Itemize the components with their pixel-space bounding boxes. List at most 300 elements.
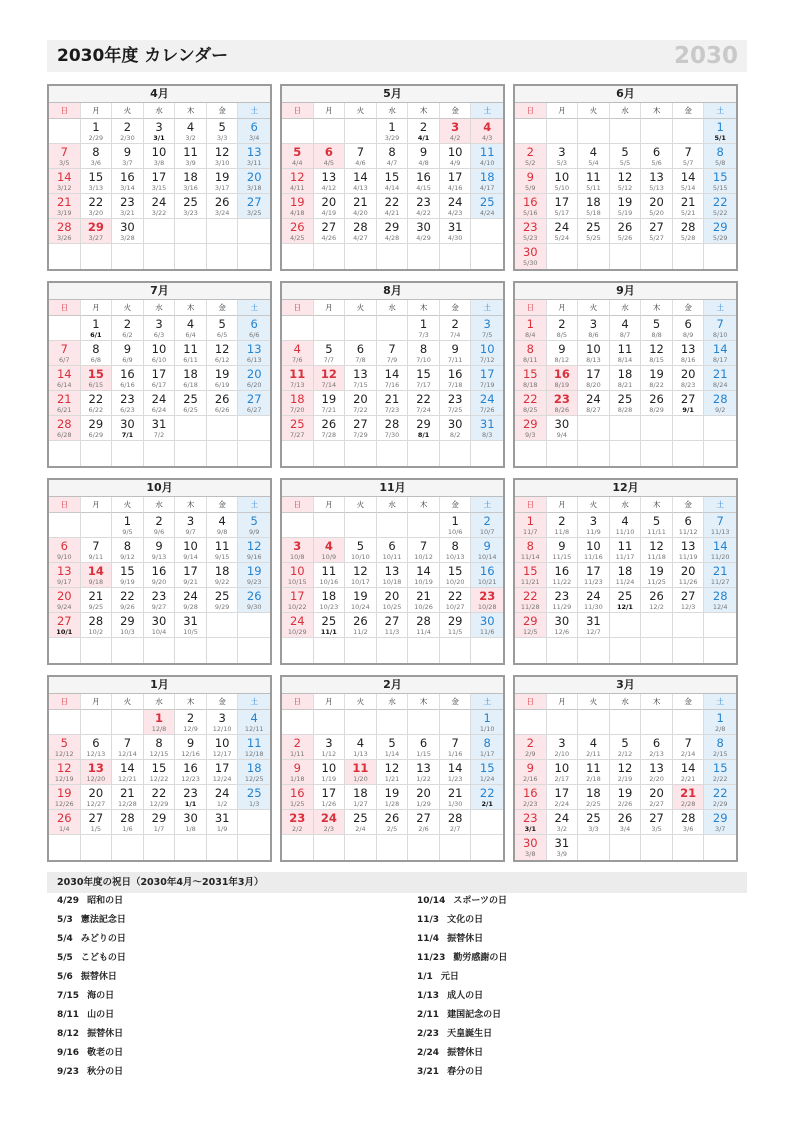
- empty-cell: [345, 638, 377, 663]
- lunar-date: 5/10: [554, 183, 570, 192]
- day-number: 17: [554, 194, 570, 209]
- holiday-name: みどりの日: [80, 934, 126, 944]
- lunar-date: 7/21: [321, 405, 337, 414]
- lunar-date: 6/8: [90, 355, 102, 364]
- day-number: 11: [617, 341, 633, 356]
- day-cell: [345, 563, 377, 588]
- empty-cell: [81, 710, 113, 735]
- weekday-label: 土: [471, 103, 503, 119]
- day-number: 4: [483, 119, 492, 134]
- lunar-date: 11/29: [552, 602, 572, 611]
- day-cell: [471, 416, 503, 441]
- day-cell: [238, 194, 270, 219]
- lunar-date: 5/25: [586, 233, 601, 242]
- lunar-date: 3/6: [90, 158, 102, 167]
- day-number: 18: [183, 366, 198, 381]
- calendar-grid: [47, 84, 738, 862]
- empty-cell: [49, 638, 81, 663]
- lunar-date: 4/4: [292, 158, 303, 167]
- empty-cell: [282, 244, 314, 269]
- day-number: 25: [586, 810, 601, 825]
- holiday-date: 11/4: [417, 934, 440, 944]
- day-cell: [610, 391, 642, 416]
- lunar-date: 5/24: [554, 233, 570, 242]
- day-cell: [238, 513, 270, 538]
- lunar-date: 7/7: [323, 355, 335, 364]
- empty-cell: [377, 316, 409, 341]
- day-cell: [440, 169, 472, 194]
- day-number: 27: [353, 416, 368, 431]
- weekday-label: 火: [345, 103, 377, 119]
- day-cell: [314, 613, 346, 638]
- day-number: 22: [384, 194, 400, 209]
- weekday-label: 木: [408, 497, 440, 513]
- weekday-label: 金: [673, 694, 705, 710]
- day-number: 17: [183, 563, 198, 578]
- lunar-date: 8/10: [712, 330, 728, 339]
- weekday-label: 日: [515, 103, 547, 119]
- holiday-item: [57, 968, 377, 987]
- day-cell: [345, 194, 377, 219]
- lunar-date: 3/27: [88, 233, 104, 242]
- lunar-date: 8/28: [617, 405, 633, 414]
- day-cell: [641, 735, 673, 760]
- weekday-label: 金: [207, 497, 239, 513]
- day-cell: [610, 144, 642, 169]
- day-number: 6: [356, 341, 365, 356]
- lunar-date: 10/5: [183, 627, 198, 636]
- lunar-date: 1/9: [216, 824, 228, 833]
- day-number: 28: [416, 613, 431, 628]
- holiday-name: こどもの日: [80, 953, 126, 963]
- empty-cell: [610, 613, 642, 638]
- lunar-date: 5/11: [586, 183, 601, 192]
- lunar-date: 6/27: [246, 405, 262, 414]
- day-number: 13: [321, 169, 337, 184]
- day-number: 29: [384, 219, 400, 234]
- lunar-date: 9/11: [88, 552, 104, 561]
- day-cell: [547, 563, 579, 588]
- weekday-label: 火: [345, 300, 377, 316]
- day-cell: [377, 538, 409, 563]
- lunar-date: 10/20: [445, 577, 465, 586]
- day-number: 27: [649, 810, 664, 825]
- lunar-date: 10/10: [351, 552, 370, 561]
- day-cell: [547, 613, 579, 638]
- day-cell: [515, 244, 547, 269]
- empty-cell: [81, 244, 113, 269]
- day-cell: [112, 760, 144, 785]
- empty-cell: [515, 710, 547, 735]
- day-number: 24: [586, 588, 601, 603]
- holiday-item: [417, 968, 737, 987]
- lunar-date: 11/22: [552, 577, 572, 586]
- lunar-date: 5/13: [649, 183, 664, 192]
- day-cell: [345, 785, 377, 810]
- day-number: 8: [92, 144, 100, 159]
- lunar-date: 3/2: [185, 133, 196, 142]
- day-number: 2: [483, 513, 491, 528]
- day-number: 6: [652, 735, 661, 750]
- day-number: 8: [483, 735, 491, 750]
- day-number: 9: [123, 341, 132, 356]
- lunar-date: 9/16: [246, 552, 262, 561]
- day-cell: [112, 316, 144, 341]
- lunar-date: 2/9: [525, 749, 536, 758]
- day-number: 6: [419, 735, 428, 750]
- day-cell: [641, 810, 673, 835]
- lunar-date: 11/15: [552, 552, 572, 561]
- day-cell: [207, 169, 239, 194]
- weekday-label: 火: [112, 497, 144, 513]
- day-number: 11: [214, 538, 230, 553]
- lunar-date: 12/12: [54, 749, 74, 758]
- holiday-date: 5/6: [57, 972, 73, 982]
- day-number: 29: [416, 416, 431, 431]
- empty-cell: [112, 638, 144, 663]
- lunar-date: 10/29: [287, 627, 307, 636]
- day-cell: [112, 735, 144, 760]
- day-cell: [175, 588, 207, 613]
- lunar-date: 3/9: [185, 158, 196, 167]
- lunar-date: 3/2: [556, 824, 568, 833]
- empty-cell: [282, 513, 314, 538]
- day-number: 23: [522, 810, 538, 825]
- day-number: 4: [293, 341, 301, 356]
- day-cell: [314, 735, 346, 760]
- lunar-date: 7/11: [447, 355, 463, 364]
- holiday-item: [57, 930, 377, 949]
- lunar-date: 4/17: [479, 183, 495, 192]
- day-number: 23: [151, 588, 167, 603]
- day-cell: [547, 316, 579, 341]
- empty-cell: [282, 316, 314, 341]
- empty-cell: [471, 219, 503, 244]
- day-cell: [81, 563, 113, 588]
- day-cell: [207, 563, 239, 588]
- weekday-label: 金: [440, 300, 472, 316]
- holiday-name: 振替休日: [447, 1048, 484, 1058]
- day-cell: [547, 366, 579, 391]
- day-cell: [547, 785, 579, 810]
- lunar-date: 12/21: [118, 774, 137, 783]
- empty-cell: [673, 835, 705, 860]
- day-cell: [81, 416, 113, 441]
- weekday-label: 木: [641, 497, 673, 513]
- empty-cell: [314, 119, 346, 144]
- day-number: 13: [56, 563, 72, 578]
- lunar-date: 4/13: [353, 183, 368, 192]
- holiday-item: [417, 892, 737, 911]
- day-cell: [578, 194, 610, 219]
- empty-cell: [641, 835, 673, 860]
- day-cell: [408, 416, 440, 441]
- holiday-item: [57, 1044, 377, 1063]
- holiday-name: 文化の日: [447, 915, 484, 925]
- day-cell: [578, 563, 610, 588]
- day-cell: [610, 194, 642, 219]
- day-cell: [547, 219, 579, 244]
- day-cell: [175, 513, 207, 538]
- lunar-date: 6/3: [153, 330, 165, 339]
- lunar-date: 8/3: [481, 430, 493, 439]
- weekday-label: 土: [238, 694, 270, 710]
- lunar-date: 10/6: [447, 527, 463, 536]
- day-number: 30: [120, 416, 135, 431]
- day-number: 29: [447, 613, 463, 628]
- lunar-date: 6/11: [183, 355, 198, 364]
- day-cell: [81, 613, 113, 638]
- day-cell: [515, 316, 547, 341]
- day-number: 5: [325, 341, 333, 356]
- day-number: 23: [183, 785, 198, 800]
- lunar-date: 7/1: [121, 430, 134, 439]
- empty-cell: [81, 638, 113, 663]
- lunar-date: 9/29: [214, 602, 230, 611]
- lunar-date: 7/20: [289, 405, 305, 414]
- day-number: 18: [183, 169, 198, 184]
- lunar-date: 8/14: [617, 355, 633, 364]
- day-cell: [238, 735, 270, 760]
- lunar-date: 3/6: [682, 824, 694, 833]
- lunar-date: 3/5: [59, 158, 70, 167]
- lunar-date: 8/24: [712, 380, 728, 389]
- day-number: 4: [589, 144, 598, 159]
- day-number: 20: [680, 563, 696, 578]
- lunar-date: 6/7: [59, 355, 70, 364]
- day-cell: [440, 613, 472, 638]
- day-number: 16: [522, 194, 538, 209]
- empty-cell: [610, 710, 642, 735]
- holiday-name: 勤労感謝の日: [453, 953, 508, 963]
- lunar-date: 3/29: [384, 133, 400, 142]
- day-cell: [49, 169, 81, 194]
- day-cell: [471, 144, 503, 169]
- day-number: 27: [88, 810, 104, 825]
- empty-cell: [207, 244, 239, 269]
- weekday-label: 火: [578, 497, 610, 513]
- day-cell: [641, 588, 673, 613]
- lunar-date: 11/19: [678, 552, 698, 561]
- weekday-label: 金: [207, 103, 239, 119]
- lunar-date: 9/13: [151, 552, 167, 561]
- lunar-date: 5/4: [588, 158, 599, 167]
- lunar-date: 3/4: [619, 824, 631, 833]
- day-cell: [144, 563, 176, 588]
- day-number: 16: [183, 760, 198, 775]
- day-number: 19: [617, 194, 633, 209]
- day-number: 8: [92, 341, 100, 356]
- day-number: 7: [60, 341, 68, 356]
- day-cell: [282, 735, 314, 760]
- month-title: 8月: [282, 283, 503, 300]
- day-number: 21: [447, 785, 463, 800]
- day-number: 29: [120, 613, 135, 628]
- day-cell: [408, 810, 440, 835]
- empty-cell: [314, 244, 346, 269]
- day-number: 30: [120, 219, 135, 234]
- lunar-date: 10/22: [287, 602, 307, 611]
- day-number: 6: [388, 538, 396, 553]
- day-number: 8: [451, 538, 459, 553]
- lunar-date: 7/8: [355, 355, 366, 364]
- lunar-date: 12/3: [680, 602, 696, 611]
- weekday-label: 日: [282, 497, 314, 513]
- lunar-date: 3/24: [214, 208, 230, 217]
- lunar-date: 10/23: [319, 602, 339, 611]
- day-cell: [81, 588, 113, 613]
- lunar-date: 4/19: [321, 208, 337, 217]
- day-cell: [282, 588, 314, 613]
- day-cell: [377, 391, 409, 416]
- day-number: 23: [554, 588, 570, 603]
- day-cell: [314, 144, 346, 169]
- day-cell: [641, 391, 673, 416]
- day-number: 27: [321, 219, 337, 234]
- day-cell: [49, 144, 81, 169]
- day-cell: [49, 810, 81, 835]
- lunar-date: 4/27: [353, 233, 368, 242]
- weekday-label: 月: [547, 103, 579, 119]
- holiday-name: 振替休日: [447, 934, 484, 944]
- day-number: 8: [155, 735, 163, 750]
- day-cell: [112, 391, 144, 416]
- day-cell: [673, 391, 705, 416]
- day-cell: [314, 588, 346, 613]
- day-number: 14: [56, 366, 72, 381]
- weekday-label: 月: [81, 103, 113, 119]
- weekday-label: 土: [704, 497, 736, 513]
- lunar-date: 9/27: [151, 602, 167, 611]
- day-number: 11: [183, 341, 198, 356]
- day-cell: [282, 366, 314, 391]
- empty-cell: [610, 119, 642, 144]
- day-number: 9: [526, 760, 534, 775]
- empty-cell: [704, 441, 736, 466]
- month-block: [280, 675, 505, 862]
- day-number: 26: [289, 219, 305, 234]
- day-cell: [641, 194, 673, 219]
- empty-cell: [175, 416, 207, 441]
- day-number: 21: [680, 194, 696, 209]
- day-number: 18: [586, 785, 601, 800]
- day-cell: [49, 341, 81, 366]
- holiday-date: 8/11: [57, 1010, 80, 1020]
- day-number: 30: [554, 613, 570, 628]
- lunar-date: 4/10: [479, 158, 495, 167]
- lunar-date: 12/4: [712, 602, 728, 611]
- lunar-date: 5/6: [651, 158, 662, 167]
- lunar-date: 12/6: [554, 627, 570, 636]
- day-cell: [673, 366, 705, 391]
- day-cell: [515, 613, 547, 638]
- day-number: 1: [123, 513, 132, 528]
- holiday-list-right: [417, 892, 737, 1082]
- weekday-label: 日: [515, 300, 547, 316]
- day-number: 29: [151, 810, 167, 825]
- day-number: 22: [712, 785, 728, 800]
- day-cell: [704, 119, 736, 144]
- day-cell: [641, 538, 673, 563]
- lunar-date: 9/14: [183, 552, 198, 561]
- weekday-label: 日: [49, 300, 81, 316]
- day-number: 26: [214, 194, 230, 209]
- lunar-date: 12/15: [149, 749, 169, 758]
- lunar-date: 11/4: [416, 627, 431, 636]
- day-number: 11: [586, 169, 601, 184]
- day-cell: [578, 144, 610, 169]
- day-number: 11: [321, 563, 337, 578]
- day-cell: [314, 760, 346, 785]
- day-number: 2: [419, 119, 428, 134]
- day-number: 16: [479, 563, 495, 578]
- lunar-date: 3/1: [524, 824, 536, 833]
- day-cell: [704, 169, 736, 194]
- day-number: 16: [447, 366, 463, 381]
- day-number: 30: [151, 613, 167, 628]
- day-number: 26: [384, 810, 400, 825]
- lunar-date: 1/27: [353, 799, 368, 808]
- day-number: 13: [680, 341, 696, 356]
- weekday-label: 火: [345, 694, 377, 710]
- lunar-date: 2/24: [554, 799, 570, 808]
- empty-cell: [345, 513, 377, 538]
- weekday-label: 土: [238, 497, 270, 513]
- weekday-label: 木: [408, 103, 440, 119]
- month-block: [47, 84, 272, 271]
- lunar-date: 10/26: [414, 602, 433, 611]
- lunar-date: 7/16: [384, 380, 400, 389]
- lunar-date: 4/1: [417, 133, 430, 142]
- lunar-date: 6/18: [183, 380, 198, 389]
- lunar-date: 11/25: [647, 577, 666, 586]
- day-cell: [238, 588, 270, 613]
- day-cell: [673, 316, 705, 341]
- day-cell: [673, 735, 705, 760]
- day-number: 7: [419, 538, 428, 553]
- weekday-label: 土: [704, 300, 736, 316]
- day-cell: [238, 710, 270, 735]
- day-number: 26: [56, 810, 72, 825]
- day-cell: [515, 391, 547, 416]
- day-cell: [282, 144, 314, 169]
- lunar-date: 1/11: [289, 749, 305, 758]
- day-number: 16: [416, 169, 431, 184]
- empty-cell: [377, 638, 409, 663]
- lunar-date: 1/22: [416, 774, 431, 783]
- lunar-date: 2/17: [554, 774, 570, 783]
- day-number: 17: [289, 588, 305, 603]
- day-cell: [440, 391, 472, 416]
- lunar-date: 10/27: [445, 602, 465, 611]
- holiday-name: 元日: [440, 972, 459, 982]
- day-number: 4: [186, 119, 195, 134]
- day-number: 21: [56, 194, 72, 209]
- day-cell: [704, 366, 736, 391]
- day-number: 19: [649, 366, 664, 381]
- empty-cell: [345, 244, 377, 269]
- day-number: 30: [522, 836, 538, 850]
- lunar-date: 8/4: [525, 330, 536, 339]
- holiday-name: 成人の日: [447, 991, 484, 1001]
- empty-cell: [440, 638, 472, 663]
- day-number: 14: [712, 538, 728, 553]
- lunar-date: 11/5: [447, 627, 463, 636]
- day-cell: [641, 169, 673, 194]
- weekday-label: 日: [282, 300, 314, 316]
- lunar-date: 4/9: [449, 158, 461, 167]
- empty-cell: [440, 710, 472, 735]
